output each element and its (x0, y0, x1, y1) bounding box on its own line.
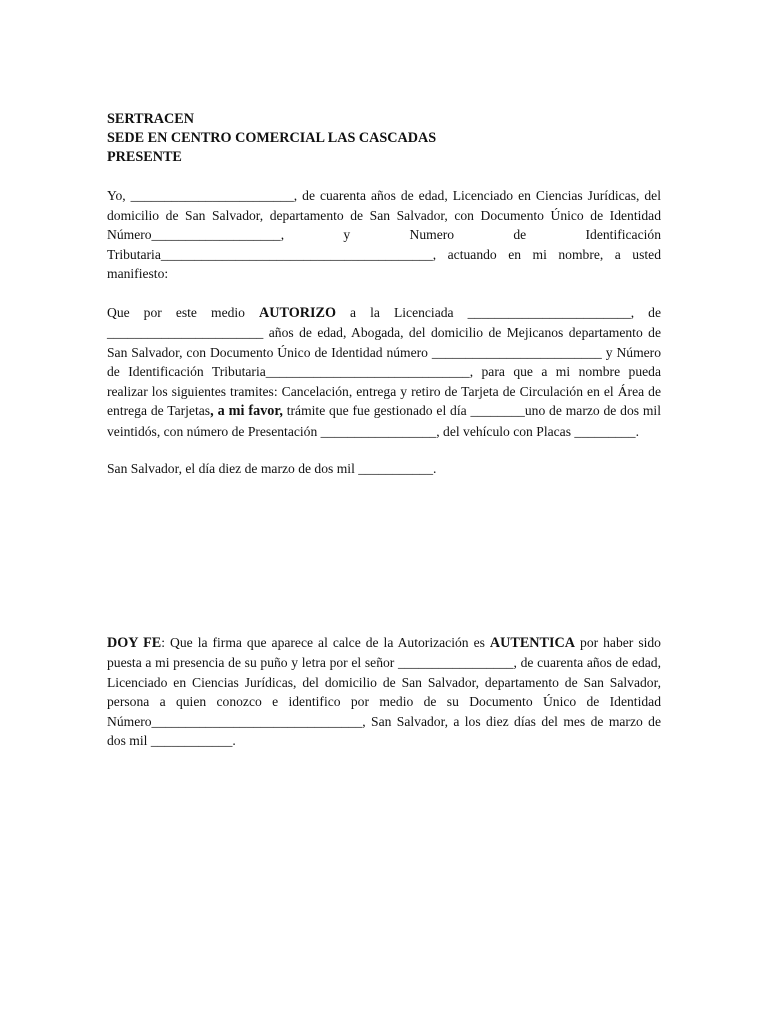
text-segment: . (635, 423, 639, 439)
date-line (107, 459, 661, 479)
blank-plate: _________ (574, 423, 636, 439)
text-segment: , actuando en mi nombre, a usted manifiesto: (107, 246, 661, 281)
text-segment: , y Numero de Identificación Tributaria (107, 227, 661, 262)
blank-authorized-dui: _________________________ (431, 344, 602, 360)
declarant-paragraph (107, 186, 661, 284)
blank-signer-dui: _______________________________ (151, 713, 363, 729)
text-segment: , para que a mi nombre pueda realizar los siguientes tramites: Cancelación, entrega y retiro de Tarjeta de Circulación en el Área de entrega de Tarjetas (107, 364, 661, 418)
blank-presentation-number: _________________ (320, 423, 437, 439)
addressee-salutation: PRESENTE (107, 149, 182, 165)
authorization-paragraph (107, 303, 661, 442)
text-segment: , de cuarenta años de edad, Licenciado en Ciencias Jurídicas, del domicilio de San Salvador, departamento de San Salvador, persona a quien conozco e identifico por medio de su Documento Único de Identidad Número (107, 655, 662, 729)
text-segment: años de edad, Abogada, del domicilio de Mejicanos departamento de San Salvador, con Documento Único de Identidad número (107, 325, 661, 360)
blank-authorized-name: ________________________ (467, 304, 631, 320)
addressee-name: SERTRACEN (107, 111, 195, 127)
autorizo-keyword: AUTORIZO (259, 304, 337, 321)
text-segment: . (232, 733, 236, 748)
blank-authorized-age: _______________________ (107, 325, 264, 340)
blank-declarant-name: ________________________ (130, 188, 294, 203)
blank-declarant-dui: ___________________ (151, 227, 281, 242)
blank-year: ___________ (358, 461, 434, 476)
blank-year: ____________ (150, 733, 233, 748)
blank-declarant-nit: ________________________________________ (160, 246, 433, 262)
document-page (107, 110, 661, 751)
text-segment: Que por este medio (107, 304, 260, 320)
text-segment: a la Licenciada (336, 304, 468, 320)
a-mi-favor-phrase: , a mi favor, (210, 403, 283, 419)
text-segment: , San Salvador, a los diez días del mes de marzo de dos mil (107, 713, 661, 748)
autentica-keyword: AUTENTICA (489, 634, 576, 651)
blank-day: ________ (470, 403, 525, 418)
blank-authorized-nit: ______________________________ (265, 364, 470, 379)
addressee-location: SEDE EN CENTRO COMERCIAL LAS CASCADAS (107, 130, 437, 146)
blank-signer-name: _________________ (398, 655, 514, 670)
doy-fe-paragraph (107, 633, 661, 751)
text-segment: trámite que fue gestionado el día (282, 403, 471, 418)
text-segment: y Número de Identificación Tributaria (107, 344, 661, 379)
text-segment: , de cuarenta años de edad, Licenciado en Ciencias Jurídicas, del domicilio de San Salvador, departamento de San Salvador, con Documento Único de Identidad Número (107, 188, 661, 242)
text-segment: San Salvador, el día diez de marzo de dos mil (107, 461, 359, 476)
text-segment: por haber sido puesta a mi presencia de su puño y letra por el señor (107, 634, 661, 670)
text-segment: , de (630, 304, 661, 320)
text-segment: uno de marzo de dos mil veintidós, con número de Presentación (107, 403, 661, 439)
text-segment: Yo, (107, 188, 131, 203)
text-segment: . (433, 461, 437, 476)
doy-fe-label: DOY FE (107, 634, 162, 651)
text-segment: : Que la firma que aparece al calce de la Autorización es (161, 634, 490, 650)
text-segment: , del vehículo con Placas (436, 423, 575, 439)
